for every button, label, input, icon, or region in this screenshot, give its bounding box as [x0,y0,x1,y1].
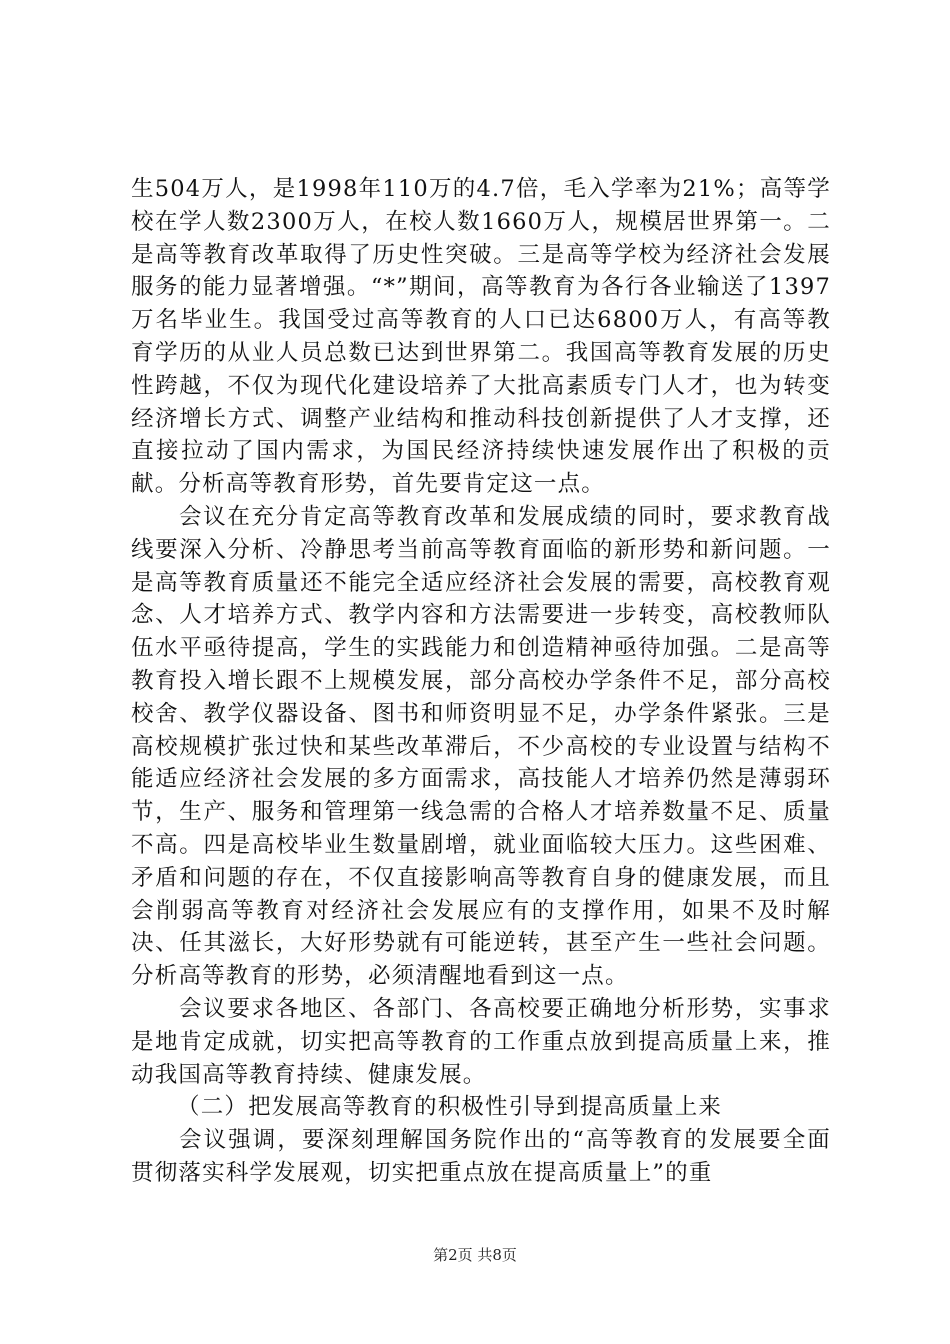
paragraph-continuation: 生504万人，是1998年110万的4.7倍，毛入学率为21%；高等学校在学人数2300万人，在校人数1660万人，规模居世界第一。二是高等教育改革取得了历史性突破。三是高等学校为经济社会发展服务的能力显著增强。“*”期间，高等教育为各行各业输送了1397万名毕业生。我国受过高等教育的人口已达6800万人，有高等教育学历的从业人员总数已达到世界第二。我国高等教育发展的历史性跨越，不仅为现代化建设培养了大批高素质专门人才，也为转变经济增长方式、调整产业结构和推动科技创新提供了人才支撑，还直接拉动了国内需求，为国民经济持续快速发展作出了积极的贡献。分析高等教育形势，首先要肯定这一点。 [131,176,831,498]
paragraph-requirements: 会议要求各地区、各部门、各高校要正确地分析形势，实事求是地肯定成就，切实把高等教育的工作重点放到提高质量上来，推动我国高等教育持续、健康发展。 [131,995,831,1088]
paragraph-problems: 会议在充分肯定高等教育改革和发展成绩的同时，要求教育战线要深入分析、冷静思考当前高等教育面临的新形势和新问题。一是高等教育质量还不能完全适应经济社会发展的需要，高校教育观念、人才培养方式、教学内容和方法需要进一步转变，高校教师队伍水平亟待提高，学生的实践能力和创造精神亟待加强。二是高等教育投入增长跟不上规模发展，部分高校办学条件不足，部分高校校舍、教学仪器设备、图书和师资明显不足，办学条件紧张。三是高校规模扩张过快和某些改革滞后，不少高校的专业设置与结构不能适应经济社会发展的多方面需求，高技能人才培养仍然是薄弱环节，生产、服务和管理第一线急需的合格人才培养数量不足、质量不高。四是高校毕业生数量剧增，就业面临较大压力。这些困难、矛盾和问题的存在，不仅直接影响高等教育自身的健康发展，而且会削弱高等教育对经济社会发展应有的支撑作用，如果不及时解决、任其滋长，大好形势就有可能逆转，甚至产生一些社会问题。分析高等教育的形势，必须清醒地看到这一点。 [131,503,831,990]
section-heading: （二）把发展高等教育的积极性引导到提高质量上来 [177,1094,723,1121]
paragraph-emphasis: 会议强调，要深刻理解国务院作出的“高等教育的发展要全面贯彻落实科学发展观，切实把重点放在提高质量上”的重 [131,1127,831,1186]
document-body [131,173,831,1190]
page-number-footer: 第2页 共8页 [433,1246,517,1264]
